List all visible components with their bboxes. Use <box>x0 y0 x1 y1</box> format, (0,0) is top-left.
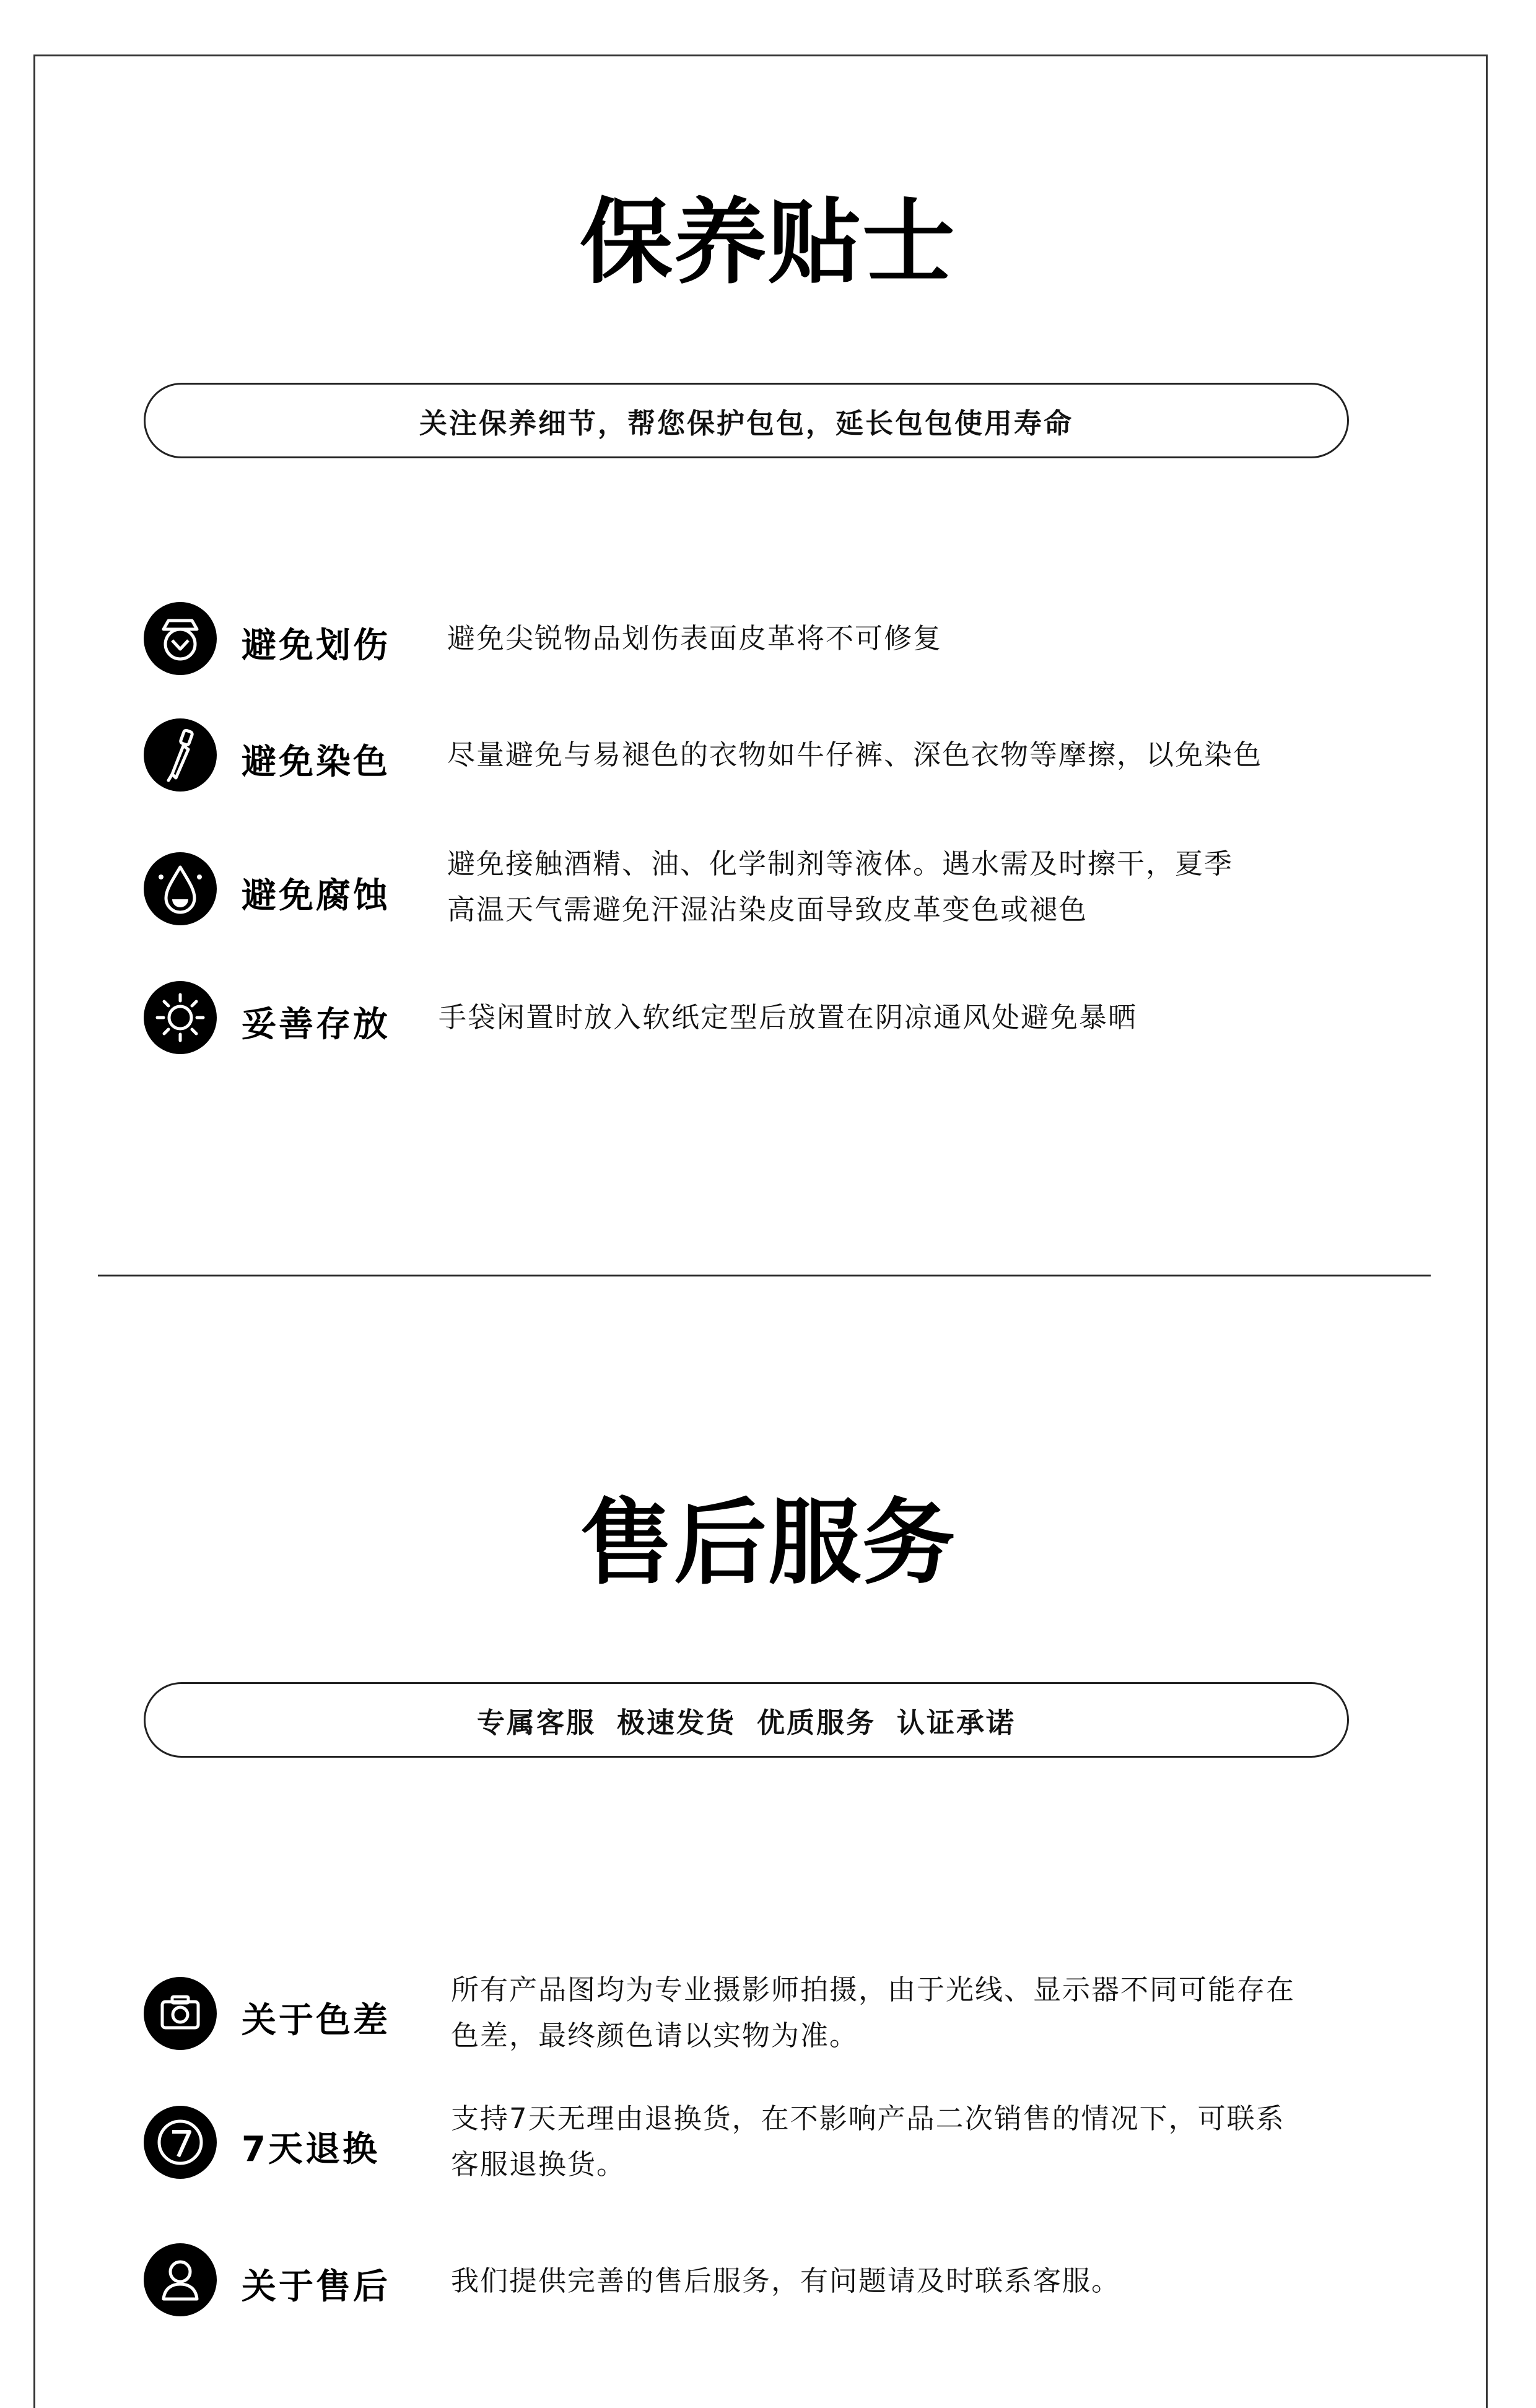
care-item-label: 避免划伤 <box>242 626 390 666</box>
care-title: 保养贴士 <box>579 189 956 297</box>
care-item-label: 避免染色 <box>242 742 390 782</box>
section-divider <box>98 1275 1431 1276</box>
service-item-return <box>144 2102 1444 2186</box>
care-subtitle-banner <box>144 383 1349 458</box>
droplet-icon <box>144 852 217 925</box>
care-item-stain <box>144 718 1444 799</box>
service-item-color <box>144 1973 1444 2057</box>
service-tag: 优质服务 <box>757 1706 876 1739</box>
brush-icon <box>144 718 217 792</box>
service-item-aftersale <box>144 2243 1444 2324</box>
service-tag: 认证承诺 <box>897 1706 1016 1739</box>
care-item-scratch <box>144 602 1444 683</box>
service-item-label: 7天退换 <box>242 2129 380 2170</box>
service-tags-banner <box>144 1682 1349 1758</box>
care-subtitle: 关注保养细节，帮您保护包包，延长包包使用寿命 <box>419 406 1073 440</box>
care-item-description: 手袋闲置时放入软纸定型后放置在阴凉通风处避免暴晒 <box>439 1001 1138 1034</box>
care-item-label: 妥善存放 <box>242 1005 390 1045</box>
user-icon <box>144 2243 217 2316</box>
service-item-label: 关于售后 <box>242 2267 390 2307</box>
care-item-label: 避免腐蚀 <box>242 876 390 916</box>
care-item-description: 尽量避免与易褪色的衣物如牛仔裤、深色衣物等摩擦，以免染色 <box>447 738 1263 771</box>
care-item-description: 避免尖锐物品划伤表面皮革将不可修复 <box>447 622 943 655</box>
service-tag: 极速发货 <box>616 1706 736 1739</box>
service-item-description: 支持7天无理由退换货，在不影响产品二次销售的情况下，可联系 客服退换货。 <box>451 2102 1285 2181</box>
seven-icon <box>144 2106 217 2179</box>
sun-icon <box>144 981 217 1054</box>
service-tag: 专属客服 <box>476 1706 596 1739</box>
service-title: 售后服务 <box>579 1490 956 1597</box>
care-item-storage <box>144 981 1444 1062</box>
service-item-description: 我们提供完善的售后服务，有问题请及时联系客服。 <box>451 2264 1121 2297</box>
gem-icon <box>144 602 217 675</box>
service-item-description: 所有产品图均为专业摄影师拍摄，由于光线、显示器不同可能存在 色差，最终颜色请以实物为准。 <box>451 1973 1296 2052</box>
camera-icon <box>144 1977 217 2050</box>
care-item-corrosion <box>144 847 1444 933</box>
service-item-label: 关于色差 <box>242 2000 390 2041</box>
care-item-description: 避免接触酒精、油、化学制剂等液体。遇水需及时擦干，夏季 高温天气需避免汗湿沾染皮面导致皮革变色或褪色 <box>447 847 1234 926</box>
